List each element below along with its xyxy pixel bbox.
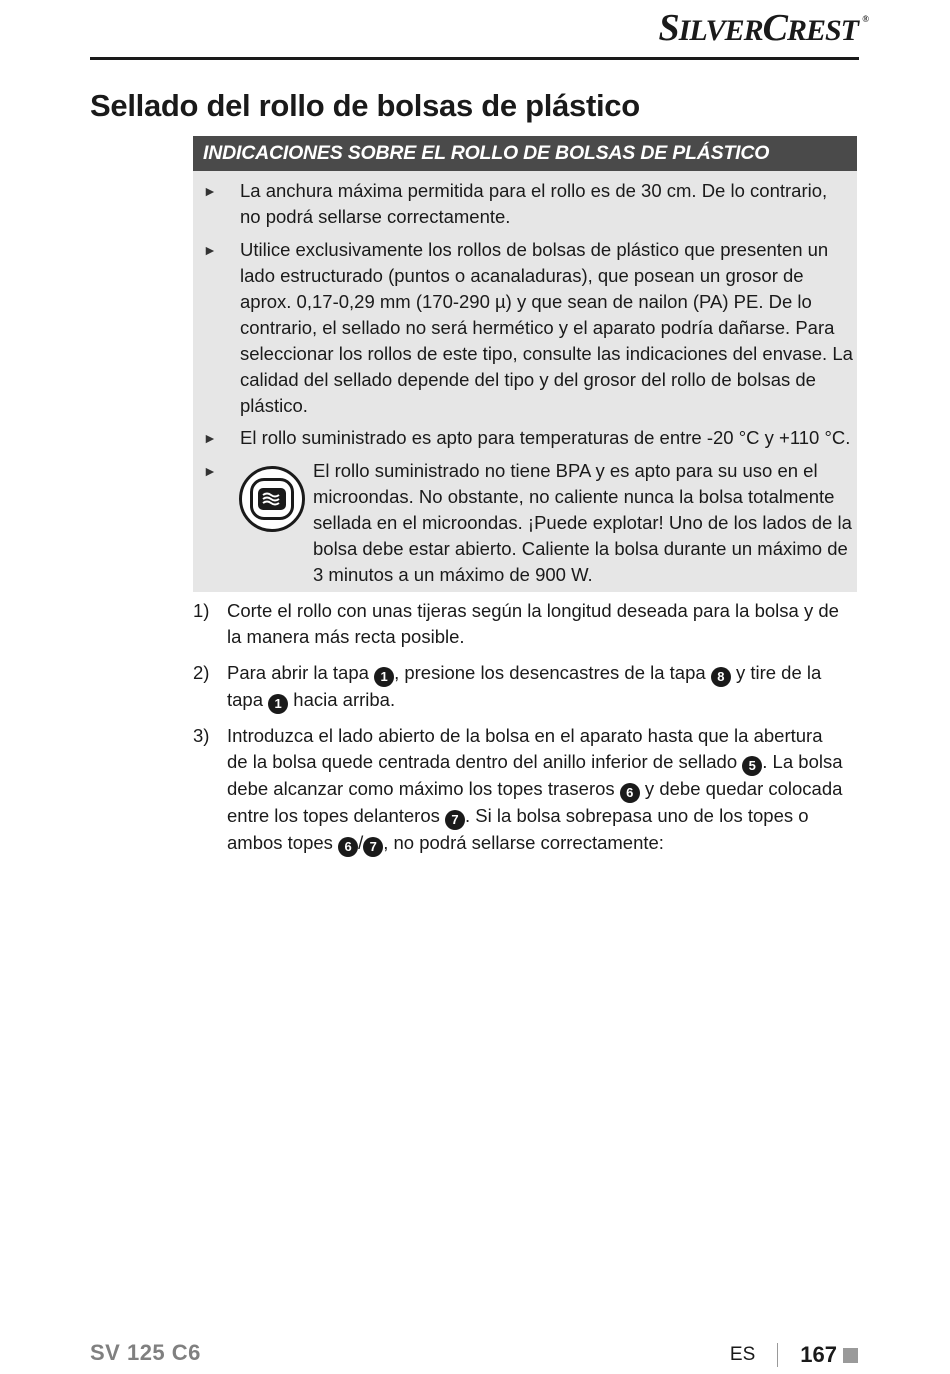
step-number: 1): [193, 600, 210, 621]
notice-item-line: no podrá sellarse correctamente.: [240, 206, 511, 227]
notice-item-line: calidad del sellado depende del tipo y del grosor del rollo de bolsas de: [240, 369, 816, 390]
step-line: de la bolsa quede centrada dentro del anillo inferior de sellado 5 . La bolsa: [227, 749, 859, 776]
part-number-badge: 7: [445, 810, 465, 830]
notice-box: [193, 136, 857, 592]
step-line: tapa 1 hacia arriba.: [227, 687, 859, 714]
notice-item-line: microondas. No obstante, no caliente nunca la bolsa totalmente: [313, 486, 835, 507]
notice-item: [203, 425, 853, 451]
bullet-arrow: ►: [203, 242, 217, 258]
page-marker-square: [843, 1348, 858, 1363]
notice-item-line: plástico.: [240, 395, 308, 416]
brand-logo-ilver: ILVER: [678, 14, 763, 47]
step-number: 3): [193, 725, 210, 746]
part-number-badge: 1: [374, 667, 394, 687]
notice-item-line: Utilice exclusivamente los rollos de bolsas de plástico que presenten un: [240, 239, 829, 260]
step-item: [193, 723, 859, 857]
step-line: debe alcanzar como máximo los topes traseros 6 y debe quedar colocada: [227, 776, 859, 803]
part-number-badge: 8: [711, 667, 731, 687]
notice-item-line: contrario, el sellado no será hermético y el aparato podría dañarse. Para: [240, 317, 835, 338]
footer-model: SV 125 C6: [90, 1340, 201, 1365]
notice-item-line: aprox. 0,17-0,29 mm (170-290 µ) y que sean de nailon (PA) PE. De lo: [240, 291, 812, 312]
notice-item-line: seleccionar los rollos de este tipo, consulte las indicaciones del envase. La: [240, 343, 853, 364]
notice-item-line: lado estructurado (puntos o acanaladuras), que posean un grosor de: [240, 265, 804, 286]
page-title: Sellado del rollo de bolsas de plástico: [90, 88, 640, 123]
step-item: [193, 598, 859, 650]
part-number-badge: 6: [338, 837, 358, 857]
step-line: ambos topes 6 / 7 , no podrá sellarse correctamente:: [227, 830, 859, 857]
footer-language: ES: [729, 1344, 756, 1365]
step-line: la manera más recta posible.: [227, 626, 465, 647]
brand-logo-c: C: [762, 7, 787, 49]
step-line: entre los topes delanteros 7 . Si la bolsa sobrepasa uno de los topes o: [227, 803, 859, 830]
notice-item-line: sellada en el microondas. ¡Puede explotar! Uno de los lados de la: [313, 512, 852, 533]
notice-item: [203, 237, 853, 419]
part-number-badge: 5: [742, 756, 762, 776]
footer-pagination: [730, 1340, 858, 1370]
brand-logo-s: S: [658, 7, 679, 49]
registered-mark: ®: [862, 14, 868, 24]
part-number-badge: 6: [620, 783, 640, 803]
brand-logo: [658, 6, 868, 50]
notice-item: [203, 178, 853, 230]
part-number-badge: 1: [268, 694, 288, 714]
footer-separator: [777, 1343, 778, 1367]
notice-item-line: El rollo suministrado no tiene BPA y es apto para su uso en el: [313, 460, 818, 481]
header-rule: [90, 57, 859, 60]
notice-item-line: bolsa debe estar abierto. Caliente la bolsa durante un máximo de: [313, 538, 848, 559]
step-line: Corte el rollo con unas tijeras según la longitud deseada para la bolsa y de: [227, 600, 839, 621]
notice-item-microwave: [203, 458, 853, 588]
brand-logo-rest: REST: [786, 14, 858, 47]
step-number: 2): [193, 662, 210, 683]
notice-item-line: La anchura máxima permitida para el rollo es de 30 cm. De lo contrario,: [240, 180, 828, 201]
part-number-badge: 7: [363, 837, 383, 857]
step-item: [193, 660, 859, 714]
step-line: Introduzca el lado abierto de la bolsa en el aparato hasta que la abertura: [227, 725, 823, 746]
notice-heading: INDICACIONES SOBRE EL ROLLO DE BOLSAS DE PLÁSTICO: [193, 136, 857, 171]
notice-item-line: El rollo suministrado es apto para temperaturas de entre -20 °C y +110 °C.: [240, 427, 851, 448]
notice-item-line: 3 minutos a un máximo de 900 W.: [313, 564, 593, 585]
microwave-safe-icon: [239, 466, 305, 532]
page-number: 167: [800, 1342, 837, 1367]
bullet-arrow: ►: [203, 463, 217, 479]
step-line: Para abrir la tapa 1 , presione los desencastres de la tapa 8 y tire de la: [227, 660, 859, 687]
bullet-arrow: ►: [203, 183, 217, 199]
bullet-arrow: ►: [203, 430, 217, 446]
